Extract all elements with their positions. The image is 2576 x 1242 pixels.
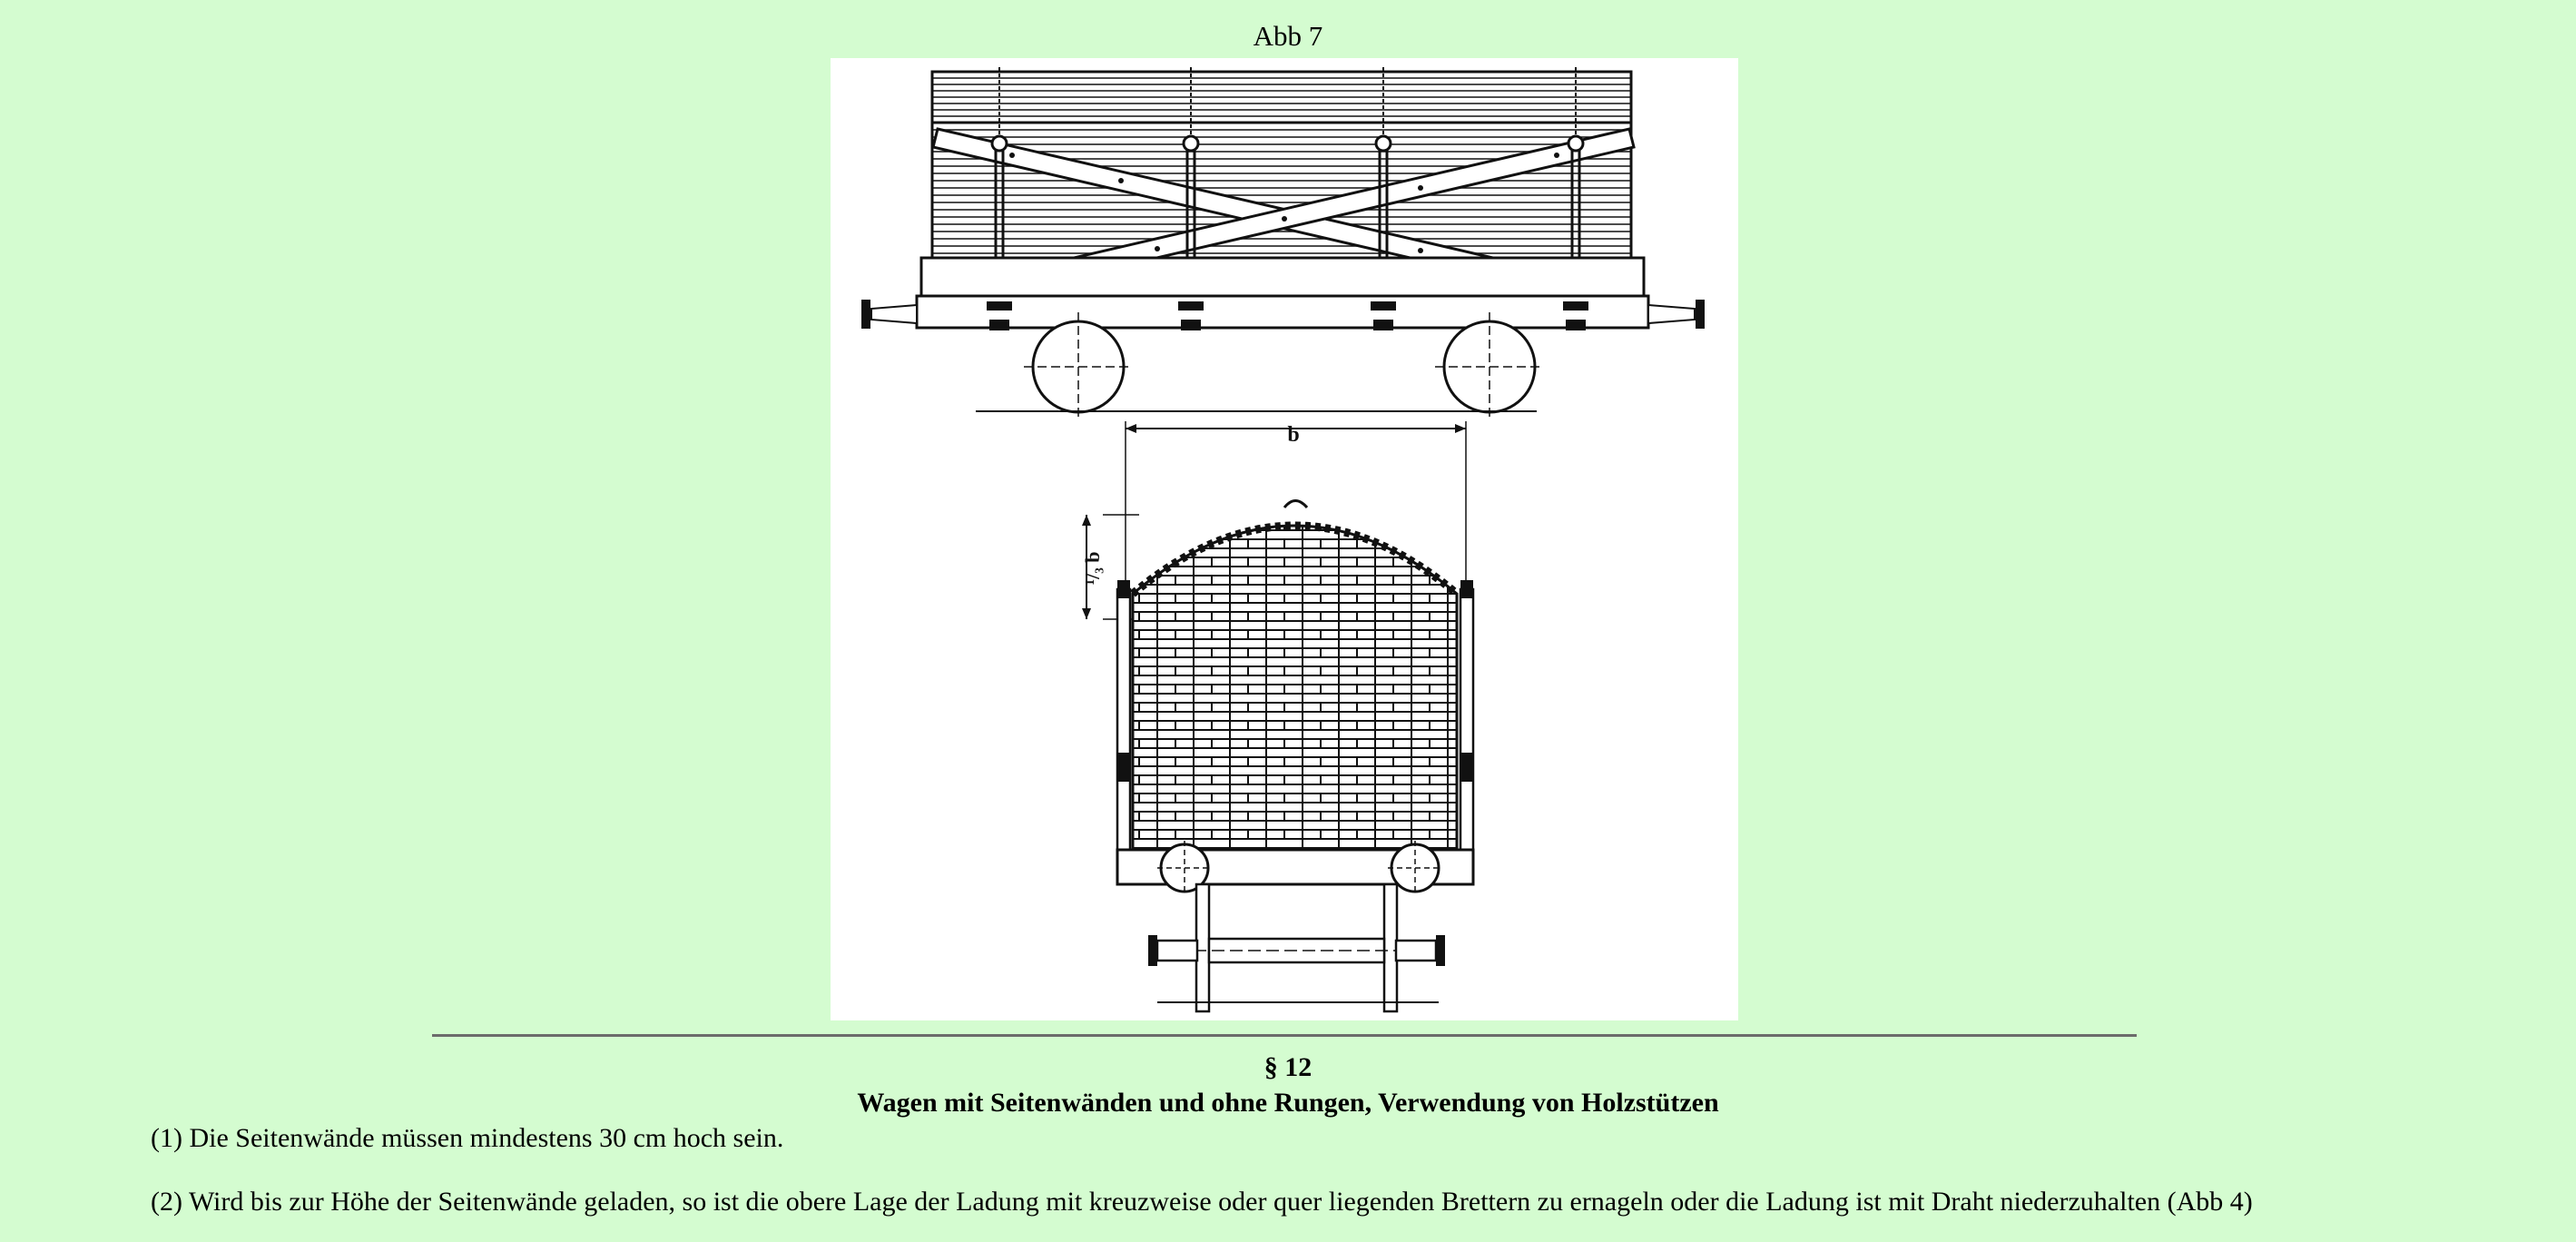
horizontal-rule bbox=[432, 1034, 2137, 1037]
figure-caption: Abb 7 bbox=[1253, 20, 1323, 52]
width-dimension-label: b bbox=[1287, 423, 1300, 447]
paragraph-2: (2) Wird bis zur Höhe der Seitenwände geladen, so ist die obere Lage der Ladung mit kreuzweise oder quer liegenden Brettern zu ernageln oder die Ladung ist mit Draht niederzuhalten (Abb 4) bbox=[151, 1187, 2253, 1217]
paragraph-1: (1) Die Seitenwände müssen mindestens 30 cm hoch sein. bbox=[151, 1123, 784, 1153]
arc-height-dimension-label: ¹/₃ b bbox=[1081, 551, 1104, 586]
section-title: Wagen mit Seitenwänden und ohne Rungen, Verwendung von Holzstützen bbox=[857, 1088, 1719, 1118]
section-number: § 12 bbox=[1263, 1052, 1313, 1082]
wagon-drawing bbox=[831, 58, 1738, 1020]
end-view-drawing bbox=[1081, 421, 1473, 1011]
side-view-drawing bbox=[861, 67, 1705, 421]
